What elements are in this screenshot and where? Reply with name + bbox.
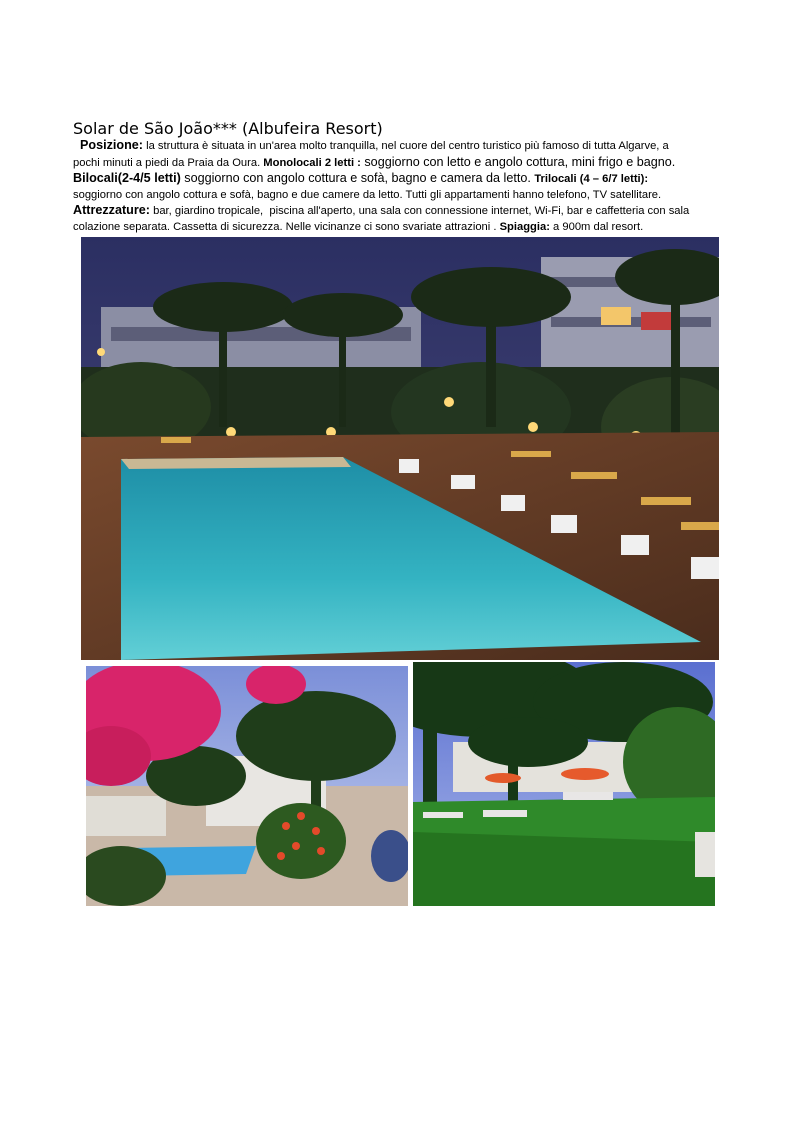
pool-night-photo <box>81 237 719 660</box>
garden-pool-photo <box>86 666 408 906</box>
text-line <box>73 220 733 236</box>
text-heading-segment: Monolocali 2 letti : <box>263 156 361 169</box>
text-segment: bar, giardino tropicale, piscina all'aperto, una sala con connessione internet, Wi-Fi, bar e caffetteria con sala <box>149 205 690 217</box>
text-segment: la struttura è situata in un'area molto tranquilla, nel cuore del centro turistico più famoso di tutta Algarve, a <box>142 140 669 152</box>
text-line <box>73 171 733 188</box>
lawn-photo <box>413 662 715 906</box>
text-segment: soggiorno con angolo cottura e sofà, bagno e camera da letto. <box>180 171 535 185</box>
text-heading-segment: Bilocali(2-4/5 letti) <box>73 171 181 185</box>
text-line <box>73 138 733 155</box>
text-heading-segment: Spiaggia: <box>499 220 550 233</box>
text-line <box>73 155 733 172</box>
text-segment: pochi minuti a piedi da Praia da Oura. <box>73 156 264 169</box>
document-title: Solar de São João*** (Albufeira Resort) <box>73 119 383 138</box>
text-heading-segment: Trilocali (4 – 6/7 letti): <box>534 173 649 185</box>
text-line <box>73 188 733 204</box>
text-heading-segment: Posizione: <box>73 138 143 152</box>
text-segment: soggiorno con letto e angolo cottura, mini frigo e bagno. <box>360 154 676 169</box>
text-segment: colazione separata. Cassetta di sicurezza. Nelle vicinanze ci sono svariate attrazioni . <box>73 220 500 233</box>
text-heading-segment: Attrezzature: <box>73 203 150 217</box>
description-text <box>73 138 733 235</box>
text-segment: a 900m dal resort. <box>549 220 644 233</box>
text-line <box>73 203 733 220</box>
text-segment: soggiorno con angolo cottura e sofà, bagno e due camere da letto. Tutti gli appartamenti hanno telefono, TV satellitare. <box>73 188 662 201</box>
